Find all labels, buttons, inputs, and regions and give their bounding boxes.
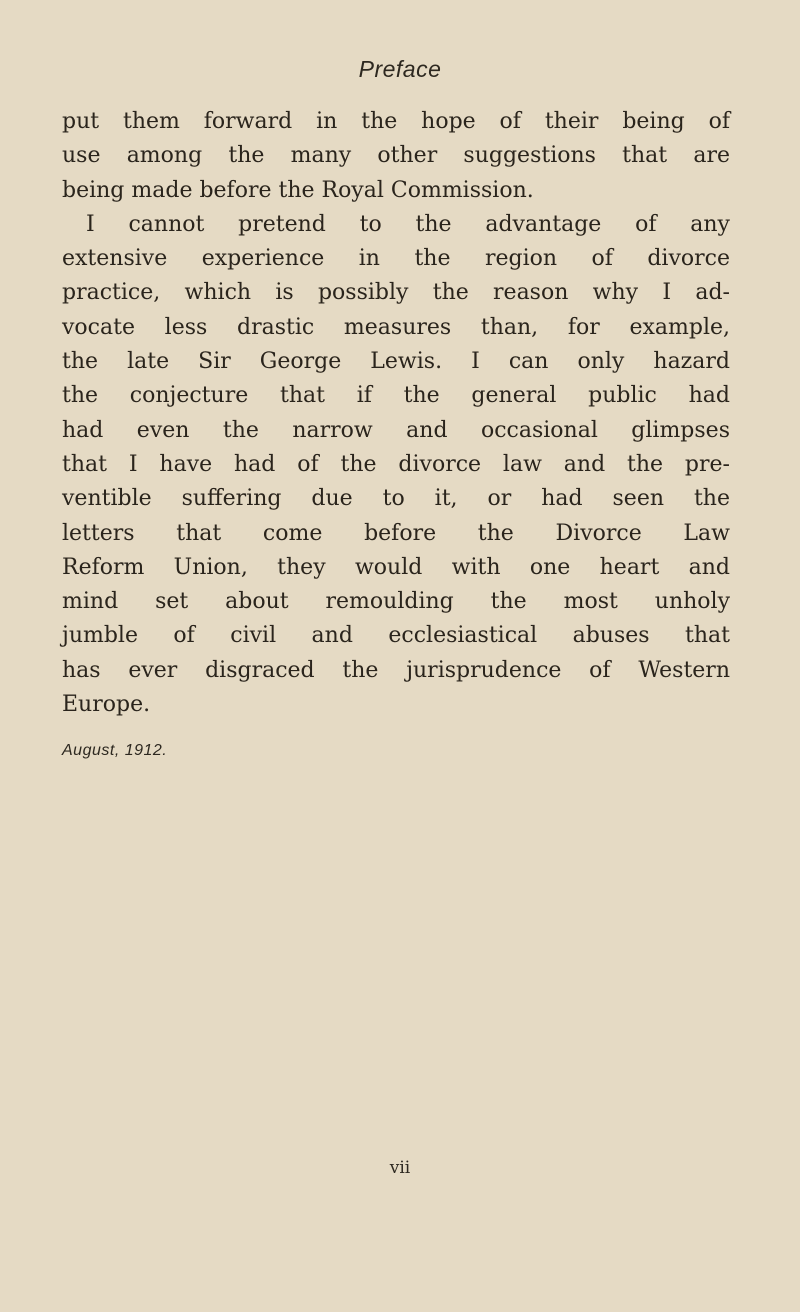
text-line: jumble of civil and ecclesiastical abuses that <box>62 623 730 649</box>
text-line: being made before the Royal Commission. <box>62 177 534 203</box>
text-line: vocate less drastic measures than, for example, <box>62 314 730 340</box>
running-head: Preface <box>358 56 442 82</box>
text-line: has ever disgraced the jurisprudence of Western <box>62 657 730 683</box>
text-line: extensive experience in the region of divorce <box>62 246 730 272</box>
text-line: use among the many other suggestions that are <box>62 143 730 169</box>
text-line: had even the narrow and occasional glimpses <box>62 417 730 443</box>
dateline: August, 1912. <box>62 742 168 759</box>
text-line: practice, which is possibly the reason why I ad- <box>62 280 730 306</box>
text-line: that I have had of the divorce law and the pre- <box>62 451 730 477</box>
text-line: Reform Union, they would with one heart and <box>62 554 730 580</box>
body-text <box>62 105 730 722</box>
text-line: I cannot pretend to the advantage of any <box>86 211 730 237</box>
text-line: mind set about remoulding the most unholy <box>62 589 730 615</box>
text-line: the conjecture that if the general public had <box>62 383 730 409</box>
text-line: Europe. <box>62 692 151 718</box>
text-line: the late Sir George Lewis. I can only hazard <box>62 349 730 375</box>
text-line: letters that come before the Divorce Law <box>62 520 730 546</box>
text-line: put them forward in the hope of their being of <box>62 109 730 134</box>
text-line: ventible suffering due to it, or had seen the <box>62 486 730 512</box>
page-number: vii <box>389 1158 411 1178</box>
